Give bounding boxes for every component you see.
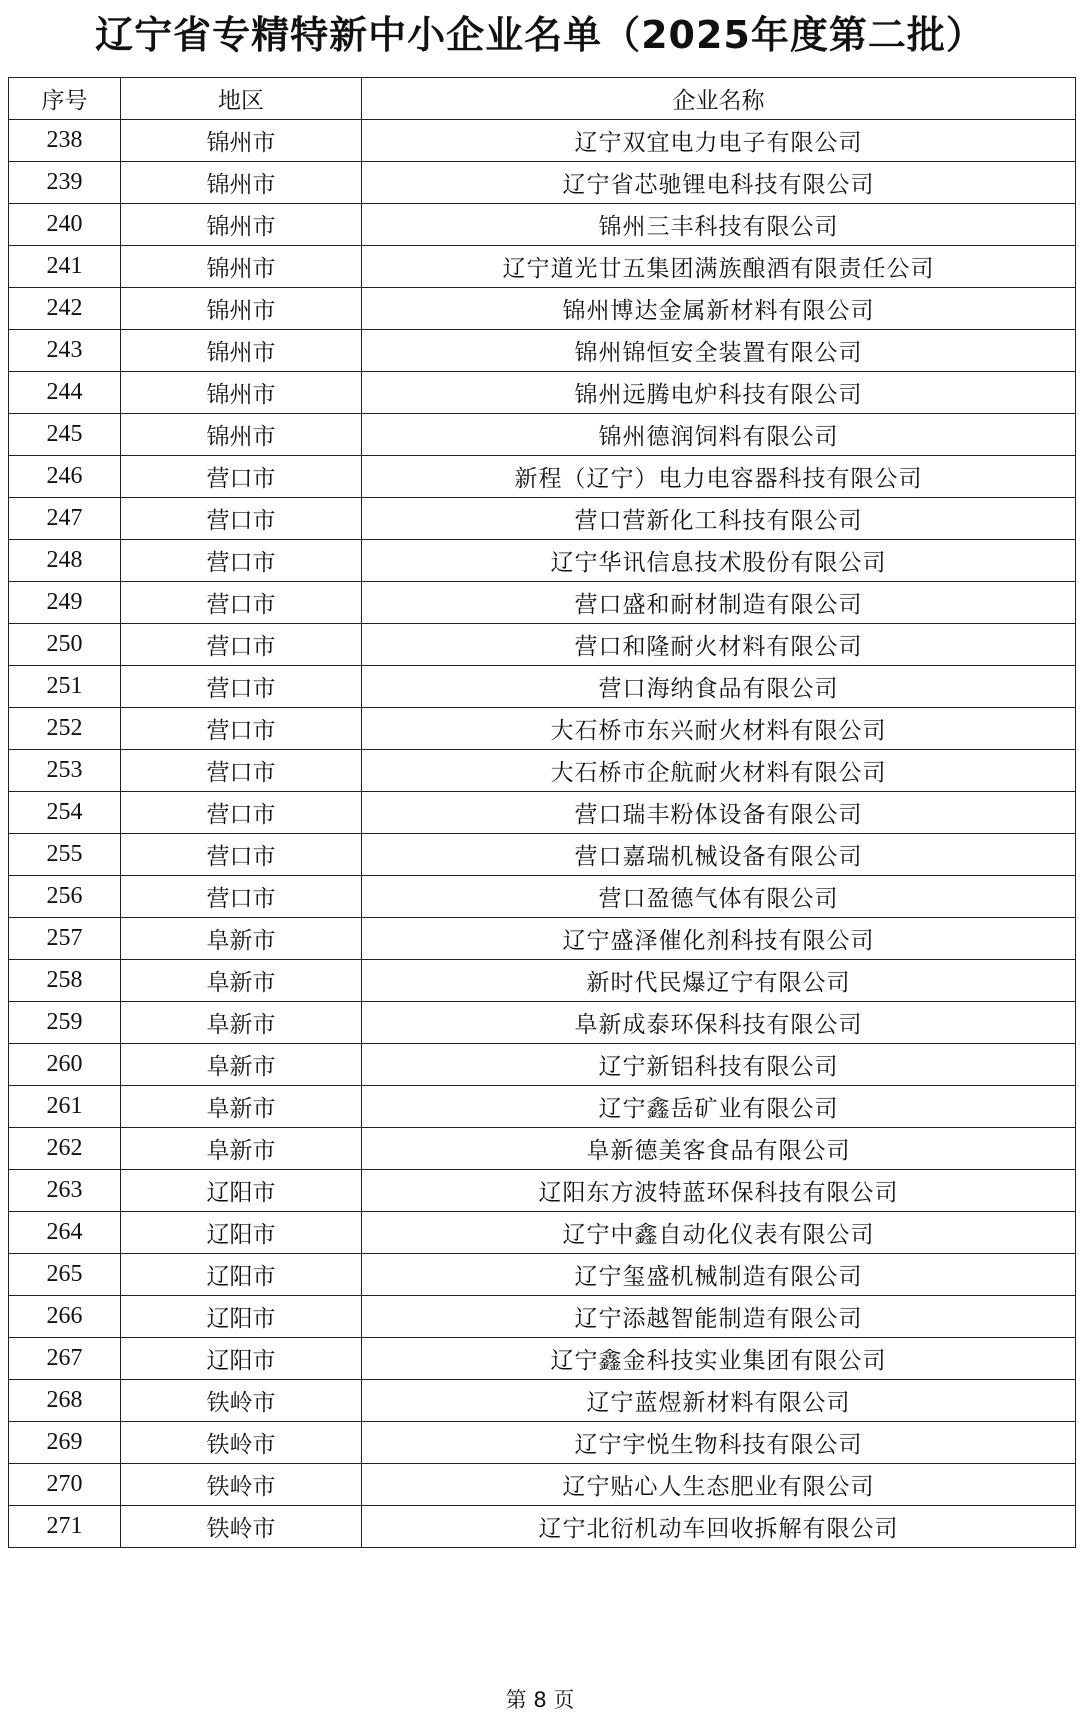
region-cell: 营口市: [121, 750, 362, 792]
region-cell: 阜新市: [121, 1086, 362, 1128]
enterprise-name-cell: 阜新成泰环保科技有限公司: [362, 1002, 1076, 1044]
enterprise-name-cell: 辽宁玺盛机械制造有限公司: [362, 1254, 1076, 1296]
table-row: [9, 1464, 1076, 1506]
serial-number-cell: 256: [9, 876, 121, 918]
table-row: [9, 414, 1076, 456]
serial-number-cell: 255: [9, 834, 121, 876]
serial-number-cell: 248: [9, 540, 121, 582]
table-row: [9, 708, 1076, 750]
serial-number-cell: 246: [9, 456, 121, 498]
enterprise-name-cell: 辽宁新铝科技有限公司: [362, 1044, 1076, 1086]
serial-number-cell: 252: [9, 708, 121, 750]
serial-number-cell: 240: [9, 204, 121, 246]
table-row: [9, 1506, 1076, 1548]
region-cell: 铁岭市: [121, 1506, 362, 1548]
table-row: [9, 1002, 1076, 1044]
region-cell: 营口市: [121, 540, 362, 582]
table-row: [9, 624, 1076, 666]
table-row: [9, 456, 1076, 498]
serial-number-cell: 262: [9, 1128, 121, 1170]
table-row: [9, 540, 1076, 582]
enterprise-name-cell: 锦州德润饲料有限公司: [362, 414, 1076, 456]
table-row: [9, 1044, 1076, 1086]
serial-number-cell: 267: [9, 1338, 121, 1380]
serial-number-cell: 254: [9, 792, 121, 834]
table-row: [9, 918, 1076, 960]
serial-number-cell: 245: [9, 414, 121, 456]
enterprise-name-cell: 营口海纳食品有限公司: [362, 666, 1076, 708]
enterprise-name-cell: 辽宁蓝煜新材料有限公司: [362, 1380, 1076, 1422]
enterprise-name-cell: 辽宁省芯驰锂电科技有限公司: [362, 162, 1076, 204]
region-cell: 营口市: [121, 498, 362, 540]
serial-number-cell: 264: [9, 1212, 121, 1254]
region-cell: 阜新市: [121, 1128, 362, 1170]
serial-number-cell: 266: [9, 1296, 121, 1338]
table-row: [9, 1170, 1076, 1212]
serial-number-cell: 241: [9, 246, 121, 288]
region-cell: 阜新市: [121, 918, 362, 960]
serial-number-cell: 269: [9, 1422, 121, 1464]
table-row: [9, 666, 1076, 708]
region-cell: 锦州市: [121, 330, 362, 372]
region-cell: 营口市: [121, 876, 362, 918]
table-row: [9, 330, 1076, 372]
enterprise-name-cell: 辽宁中鑫自动化仪表有限公司: [362, 1212, 1076, 1254]
serial-number-cell: 253: [9, 750, 121, 792]
region-cell: 锦州市: [121, 246, 362, 288]
region-cell: 辽阳市: [121, 1296, 362, 1338]
serial-number-cell: 251: [9, 666, 121, 708]
enterprise-name-cell: 营口营新化工科技有限公司: [362, 498, 1076, 540]
table-row: [9, 1338, 1076, 1380]
serial-number-cell: 242: [9, 288, 121, 330]
region-cell: 铁岭市: [121, 1464, 362, 1506]
region-cell: 辽阳市: [121, 1338, 362, 1380]
region-cell: 铁岭市: [121, 1380, 362, 1422]
enterprise-name-cell: 辽宁添越智能制造有限公司: [362, 1296, 1076, 1338]
header-serial-number: 序号: [9, 78, 121, 120]
table-row: [9, 750, 1076, 792]
enterprise-name-cell: 大石桥市东兴耐火材料有限公司: [362, 708, 1076, 750]
page-number: 第 8 页: [505, 1688, 575, 1712]
table-row: [9, 960, 1076, 1002]
serial-number-cell: 263: [9, 1170, 121, 1212]
enterprise-name-cell: 辽宁道光廿五集团满族酿酒有限责任公司: [362, 246, 1076, 288]
region-cell: 锦州市: [121, 372, 362, 414]
enterprise-list-table: [8, 77, 1076, 1548]
enterprise-name-cell: 辽宁双宜电力电子有限公司: [362, 120, 1076, 162]
table-row: [9, 498, 1076, 540]
serial-number-cell: 261: [9, 1086, 121, 1128]
table-row: [9, 834, 1076, 876]
table-row: [9, 1128, 1076, 1170]
table-row: [9, 1296, 1076, 1338]
enterprise-name-cell: 锦州远腾电炉科技有限公司: [362, 372, 1076, 414]
enterprise-name-cell: 锦州锦恒安全装置有限公司: [362, 330, 1076, 372]
document-title: 辽宁省专精特新中小企业名单（2025年度第二批）: [95, 13, 985, 57]
enterprise-name-cell: 辽宁盛泽催化剂科技有限公司: [362, 918, 1076, 960]
region-cell: 营口市: [121, 456, 362, 498]
region-cell: 辽阳市: [121, 1254, 362, 1296]
table-row: [9, 1254, 1076, 1296]
region-cell: 锦州市: [121, 120, 362, 162]
serial-number-cell: 243: [9, 330, 121, 372]
enterprise-name-cell: 营口盈德气体有限公司: [362, 876, 1076, 918]
enterprise-name-cell: 锦州三丰科技有限公司: [362, 204, 1076, 246]
table-row: [9, 1380, 1076, 1422]
enterprise-name-cell: 营口瑞丰粉体设备有限公司: [362, 792, 1076, 834]
region-cell: 营口市: [121, 708, 362, 750]
region-cell: 铁岭市: [121, 1422, 362, 1464]
table-row: [9, 1212, 1076, 1254]
serial-number-cell: 247: [9, 498, 121, 540]
serial-number-cell: 257: [9, 918, 121, 960]
serial-number-cell: 259: [9, 1002, 121, 1044]
enterprise-name-cell: 新程（辽宁）电力电容器科技有限公司: [362, 456, 1076, 498]
serial-number-cell: 249: [9, 582, 121, 624]
table-row: [9, 1422, 1076, 1464]
table-header-row: [9, 78, 1076, 120]
table-row: [9, 120, 1076, 162]
region-cell: 营口市: [121, 834, 362, 876]
header-region: 地区: [121, 78, 362, 120]
enterprise-name-cell: 阜新德美客食品有限公司: [362, 1128, 1076, 1170]
table-row: [9, 204, 1076, 246]
table-row: [9, 372, 1076, 414]
serial-number-cell: 260: [9, 1044, 121, 1086]
region-cell: 营口市: [121, 666, 362, 708]
region-cell: 营口市: [121, 792, 362, 834]
enterprise-name-cell: 辽宁宇悦生物科技有限公司: [362, 1422, 1076, 1464]
region-cell: 锦州市: [121, 204, 362, 246]
enterprise-name-cell: 辽宁北衍机动车回收拆解有限公司: [362, 1506, 1076, 1548]
table-header: [9, 78, 1076, 120]
serial-number-cell: 270: [9, 1464, 121, 1506]
serial-number-cell: 250: [9, 624, 121, 666]
serial-number-cell: 268: [9, 1380, 121, 1422]
enterprise-name-cell: 营口嘉瑞机械设备有限公司: [362, 834, 1076, 876]
enterprise-name-cell: 辽宁贴心人生态肥业有限公司: [362, 1464, 1076, 1506]
enterprise-name-cell: 营口盛和耐材制造有限公司: [362, 582, 1076, 624]
enterprise-name-cell: 辽宁华讯信息技术股份有限公司: [362, 540, 1076, 582]
table-row: [9, 246, 1076, 288]
region-cell: 阜新市: [121, 960, 362, 1002]
serial-number-cell: 271: [9, 1506, 121, 1548]
table-row: [9, 582, 1076, 624]
region-cell: 锦州市: [121, 288, 362, 330]
enterprise-name-cell: 新时代民爆辽宁有限公司: [362, 960, 1076, 1002]
serial-number-cell: 239: [9, 162, 121, 204]
table-row: [9, 1086, 1076, 1128]
serial-number-cell: 244: [9, 372, 121, 414]
serial-number-cell: 265: [9, 1254, 121, 1296]
region-cell: 营口市: [121, 624, 362, 666]
region-cell: 锦州市: [121, 414, 362, 456]
region-cell: 营口市: [121, 582, 362, 624]
table-row: [9, 792, 1076, 834]
region-cell: 辽阳市: [121, 1212, 362, 1254]
enterprise-name-cell: 营口和隆耐火材料有限公司: [362, 624, 1076, 666]
table-row: [9, 876, 1076, 918]
table-row: [9, 162, 1076, 204]
enterprise-name-cell: 辽宁鑫金科技实业集团有限公司: [362, 1338, 1076, 1380]
enterprise-name-cell: 大石桥市企航耐火材料有限公司: [362, 750, 1076, 792]
enterprise-name-cell: 锦州博达金属新材料有限公司: [362, 288, 1076, 330]
region-cell: 锦州市: [121, 162, 362, 204]
serial-number-cell: 238: [9, 120, 121, 162]
enterprise-name-cell: 辽宁鑫岳矿业有限公司: [362, 1086, 1076, 1128]
enterprise-name-cell: 辽阳东方波特蓝环保科技有限公司: [362, 1170, 1076, 1212]
table-body: [9, 120, 1076, 1548]
region-cell: 辽阳市: [121, 1170, 362, 1212]
serial-number-cell: 258: [9, 960, 121, 1002]
header-enterprise-name: 企业名称: [362, 78, 1076, 120]
region-cell: 阜新市: [121, 1002, 362, 1044]
table-row: [9, 288, 1076, 330]
region-cell: 阜新市: [121, 1044, 362, 1086]
